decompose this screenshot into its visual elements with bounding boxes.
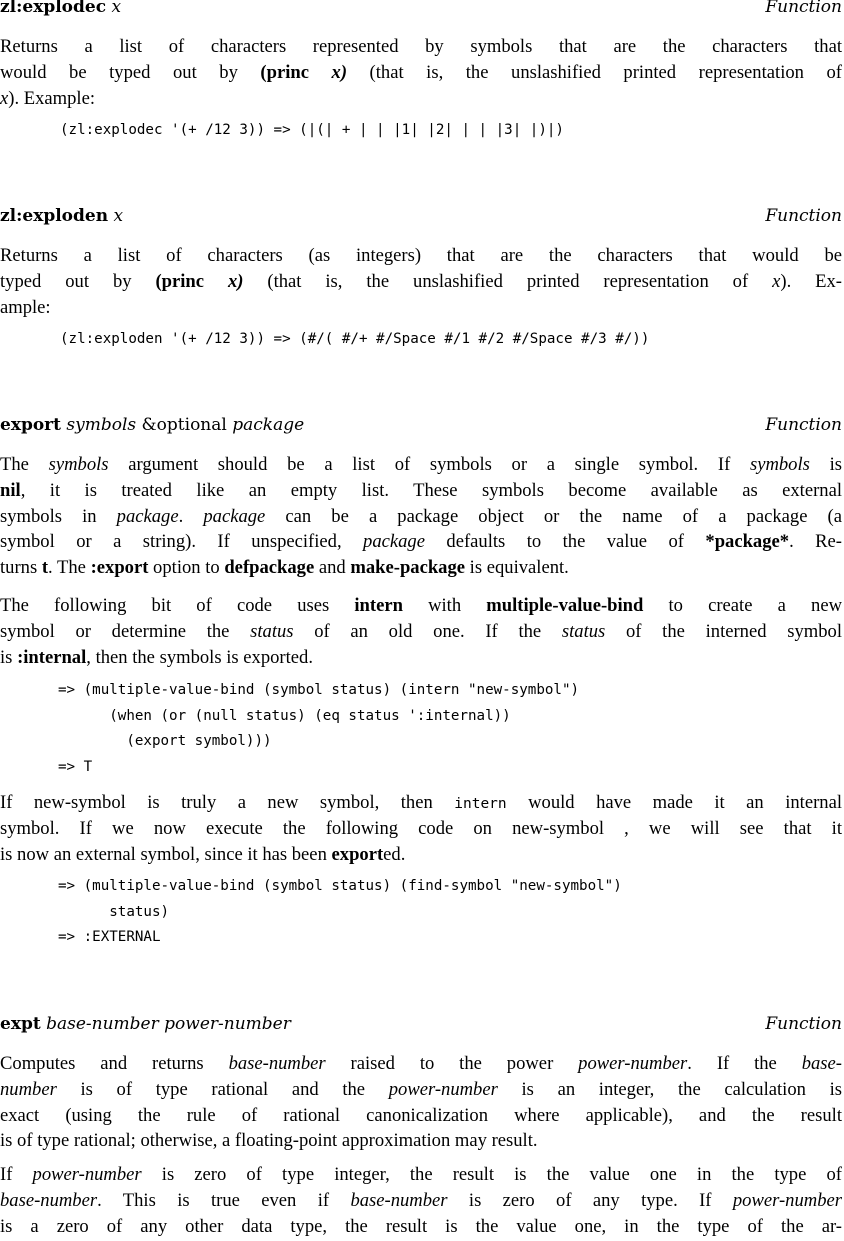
explodec-description	[0, 34, 842, 111]
text-run: (princ	[155, 270, 228, 292]
code-line: (when (or (null status) (eq status ':internal))	[58, 707, 511, 724]
text-run: ed.	[383, 843, 406, 865]
text-line	[0, 1162, 842, 1188]
code-line: => (multiple-value-bind (symbol status) (find-symbol "new-symbol")	[58, 878, 622, 894]
expt-description	[0, 1051, 842, 1154]
export-find-symbol-example-code	[58, 874, 622, 951]
text-run: would be typed out by	[0, 61, 261, 83]
text-line: is of type rational; otherwise, a floating-point approximation may result.	[0, 1130, 538, 1152]
text-run: multiple-value-bind	[486, 595, 644, 616]
function-args: x	[111, 0, 122, 17]
export-description	[0, 452, 842, 581]
text-line: Returns a list of characters represented by symbols that are the characters that	[0, 36, 842, 57]
text-run: . The	[48, 557, 91, 579]
text-run: symbol or determine the	[0, 620, 251, 642]
text-run: . If the	[687, 1053, 802, 1074]
text-run: symbols	[66, 415, 137, 435]
text-run: . This is true even if	[97, 1189, 351, 1211]
text-run: base-number	[350, 1189, 448, 1211]
text-run: power-number	[164, 1014, 291, 1034]
text-run: of the interned symbol	[605, 620, 842, 642]
text-run	[0, 415, 304, 435]
text-line	[0, 619, 842, 645]
function-args: x	[113, 206, 124, 226]
text-line	[0, 452, 842, 478]
entry-kind: Function	[765, 415, 842, 435]
text-run: x)	[227, 270, 244, 292]
text-run: t	[41, 557, 49, 579]
text-run: nil	[0, 479, 21, 501]
text-run: status	[250, 620, 294, 642]
text-run: base-number	[228, 1053, 326, 1074]
text-line	[0, 1051, 842, 1077]
text-run: is	[0, 646, 18, 668]
text-run: to create a new	[643, 595, 843, 616]
text-run: can be a package object or the name of a package (a	[265, 505, 842, 527]
exploden-description	[0, 243, 842, 320]
text-run: The	[0, 454, 49, 475]
text-run: raised to the power	[325, 1053, 579, 1074]
text-line	[0, 529, 842, 555]
function-name: expt	[0, 1014, 41, 1034]
text-line: ample:	[0, 296, 51, 318]
text-run: x)	[331, 61, 348, 83]
text-run: intern	[354, 595, 403, 616]
text-run: base-number	[0, 1189, 98, 1211]
text-run: symbols	[749, 454, 810, 475]
text-run: :export	[90, 557, 149, 579]
text-run: symbol or a string). If unspecified,	[0, 531, 364, 553]
text-line: symbol. If we now execute the following code on new-symbol , we will see that it	[0, 817, 842, 839]
text-run: is zero of any type. If	[447, 1189, 733, 1211]
text-run: defpackage	[224, 557, 315, 579]
text-run: package	[232, 415, 305, 435]
entry-kind: Function	[765, 0, 842, 17]
text-run	[0, 206, 123, 226]
text-run: base-number	[46, 1014, 159, 1034]
text-run: base-	[801, 1053, 842, 1074]
text-run: power-number	[578, 1053, 688, 1074]
text-run: is zero of type integer, the result is the value one in the type of	[141, 1164, 842, 1185]
code-line: => T	[58, 758, 93, 775]
text-run: , then the symbols is exported.	[86, 646, 313, 668]
function-name: zl:explodec	[0, 0, 107, 17]
text-line	[0, 645, 842, 671]
text-run: ). Ex-	[780, 270, 842, 292]
text-line	[0, 478, 842, 504]
exploden-example-code: (zl:exploden '(+ /12 3)) => (#/( #/+ #/Space #/1 #/2 #/Space #/3 #/))	[60, 331, 650, 347]
text-run: package	[363, 531, 425, 553]
text-line	[0, 1077, 842, 1103]
text-line: exact (using the rule of rational canonicalization where applicable), and the result	[0, 1104, 842, 1126]
text-run: .	[178, 505, 204, 527]
text-run: export	[331, 843, 384, 865]
text-run: power-number	[32, 1164, 142, 1185]
text-line	[0, 504, 842, 530]
entry-header-exploden	[0, 206, 842, 228]
text-line	[0, 1188, 842, 1214]
text-run: status	[561, 620, 606, 642]
text-run: x	[772, 270, 781, 292]
text-run: turns	[0, 557, 42, 579]
text-run: number	[0, 1078, 57, 1100]
function-name: export	[0, 415, 61, 435]
export-intern-example-code	[58, 678, 579, 780]
text-run: would have made it an internal	[506, 792, 842, 813]
text-run: *package*	[705, 531, 790, 553]
text-run: power-number	[388, 1078, 498, 1100]
entry-kind: Function	[765, 206, 842, 226]
text-run: Computes and returns	[0, 1053, 229, 1074]
text-run	[0, 0, 121, 17]
text-run: with	[402, 595, 487, 616]
text-run: power-number	[732, 1189, 842, 1211]
text-line	[0, 86, 842, 112]
text-run: (that is, the unslashified printed representation of	[243, 270, 773, 292]
text-run: and	[314, 557, 351, 579]
text-run: typed out by	[0, 270, 156, 292]
text-run: &optional	[141, 415, 227, 435]
text-line: Returns a list of characters (as integers) that are the characters that would be	[0, 245, 842, 266]
text-run: is an integer, the calculation is	[497, 1078, 842, 1100]
text-run: symbols in	[0, 505, 117, 527]
text-line	[0, 60, 842, 86]
text-line	[0, 555, 842, 581]
code-line: => (multiple-value-bind (symbol status) (intern "new-symbol")	[58, 682, 580, 698]
entry-header-export	[0, 415, 842, 437]
text-run: If	[0, 1164, 33, 1185]
text-run: is equivalent.	[465, 557, 569, 579]
text-run: of an old one. If the	[293, 620, 562, 642]
text-run	[0, 1014, 291, 1034]
text-line: is a zero of any other data type, the result is the value one, in the type of the ar-	[0, 1215, 842, 1237]
text-run: intern	[454, 796, 507, 812]
text-run: , it is treated like an empty list. These symbols become available as external	[20, 479, 842, 501]
text-run: If new-symbol is truly a new symbol, then	[0, 792, 455, 813]
entry-header-expt	[0, 1014, 842, 1036]
text-run: package	[116, 505, 179, 527]
text-run: make-package	[350, 557, 466, 579]
code-line: status)	[58, 903, 170, 920]
export-usage-paragraph	[0, 593, 842, 670]
function-name: zl:exploden	[0, 206, 109, 226]
text-run: (princ	[260, 61, 332, 83]
expt-zero-power-paragraph	[0, 1162, 842, 1239]
text-run: (that is, the unslashified printed representation of	[347, 61, 842, 83]
text-run: ). Example:	[8, 87, 96, 109]
text-run: defaults to the value of	[424, 531, 706, 553]
text-run: is now an external symbol, since it has been	[0, 843, 332, 865]
text-run: is of type rational and the	[56, 1078, 389, 1100]
text-run: argument should be a list of symbols or a single symbol. If	[108, 454, 750, 475]
code-line: => :EXTERNAL	[58, 929, 161, 946]
text-run: :internal	[17, 646, 87, 668]
explodec-example-code: (zl:explodec '(+ /12 3)) => (|(| + | | |1| |2| | | |3| |)|)	[60, 122, 564, 138]
text-run: symbols	[48, 454, 109, 475]
text-line	[0, 842, 842, 868]
text-run: option to	[148, 557, 225, 579]
text-run: is	[809, 454, 842, 475]
text-run: package	[203, 505, 266, 527]
text-run: . Re-	[789, 531, 842, 553]
text-line	[0, 269, 842, 295]
export-followup-paragraph	[0, 790, 842, 867]
code-line: (export symbol)))	[58, 733, 272, 750]
text-run: x	[0, 87, 9, 109]
entry-header-explodec	[0, 0, 842, 19]
entry-kind: Function	[765, 1014, 842, 1034]
text-line	[0, 790, 842, 816]
text-run: The following bit of code uses	[0, 595, 355, 616]
text-line	[0, 593, 842, 619]
